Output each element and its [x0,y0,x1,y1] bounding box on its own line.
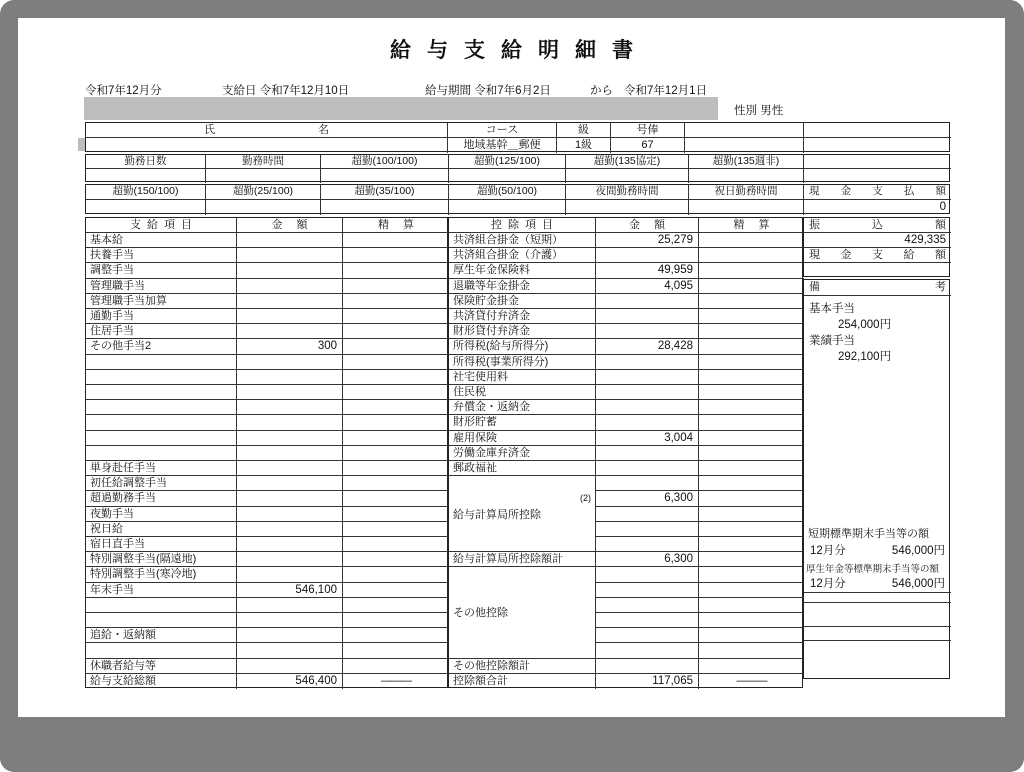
deduct-row-settle [699,567,804,582]
deduct-row-label: 社宅使用料 [449,370,596,385]
employee-value [86,138,448,153]
kara-label: から [590,85,613,97]
work-header [804,155,951,169]
deduct-row-amount [596,659,699,674]
employee-header: 級 [557,123,611,138]
deduct-row-amount [596,537,699,552]
deduct-row-amount [596,248,699,263]
deduct-row-amount: 3,004 [596,431,699,446]
work-value [449,200,566,215]
employee-header [685,123,804,138]
char: 氏 [204,124,215,136]
pay-row-settle [343,552,449,567]
deduct-row-amount [596,583,699,598]
work-header: 超勤(35/100) [321,185,449,200]
work-header: 夜間勤務時間 [566,185,689,200]
deduct-row-amount [596,567,699,582]
pay-row-label: 給与支給総額 [86,674,237,689]
deduct-row-settle [699,431,804,446]
pay-row-label: 調整手当 [86,263,237,278]
deduct-row-settle: ――― [736,674,767,687]
char: 金 [840,249,852,261]
pay-row-amount [237,263,343,278]
work-value [566,200,689,215]
deduct-row-settle [699,476,804,491]
pay-row-label [86,400,237,415]
char: 備 [809,281,820,293]
char: 現 [809,249,820,261]
pay-row-settle [343,431,449,446]
cash-pay-header [804,248,951,263]
pay-row-label: 年末手当 [86,583,237,598]
deduct-row-amount [596,415,699,430]
gender-label: 性別 男性 [734,105,784,117]
deduct-col-header: 金額 [596,218,699,233]
char: 名 [318,124,329,136]
deduct-row-amount: 6,300 [596,491,699,506]
remark-line: 292,100円 [838,351,892,363]
remarks-header [804,280,951,296]
pay-row-label: 基本給 [86,233,237,248]
char: 額 [935,219,946,231]
deduct-row-amount: 6,300 [596,552,699,567]
deduct-row-amount: 49,959 [596,263,699,278]
pay-row-amount [237,491,343,506]
remark-line: 254,000円 [838,319,892,331]
work-hours-table-1 [85,154,950,182]
pay-row-settle [343,522,449,537]
pay-row-label [86,446,237,461]
pay-row-amount: 546,100 [237,583,343,598]
pay-row-settle [343,659,449,674]
deduct-row-amount [596,461,699,476]
pay-row-settle [343,476,449,491]
pay-row-label: 住居手当 [86,324,237,339]
char: 支 [872,185,883,197]
deduct-row-amount [596,400,699,415]
work-header: 勤務日数 [86,155,206,169]
char: 金 [840,185,852,197]
work-hours-table-2 [85,184,950,214]
payments-table [85,217,448,688]
pay-row-settle [343,446,449,461]
deduct-row-settle [699,537,804,552]
employee-value: 67 [611,138,685,153]
pay-row-label: 特別調整手当(隔遠地) [86,552,237,567]
deduct-row-label: 保険貯金掛金 [449,294,596,309]
pay-row-amount [237,659,343,674]
deduct-row-label: 郵政福祉 [449,461,596,476]
bonus-row [804,542,951,558]
char: 支 [872,249,883,261]
work-header: 超勤(135週非) [689,155,804,169]
pay-row-settle [343,233,449,248]
deduct-row-settle [699,263,804,278]
redaction-bar-header [84,97,718,120]
pay-row-amount [237,309,343,324]
pay-row-settle [343,294,449,309]
pay-row-settle [343,537,449,552]
pay-row-settle [343,461,449,476]
deduct-row-settle [699,233,804,248]
work-header: 祝日勤務時間 [689,185,804,200]
deduct-row-amount [596,294,699,309]
work-value [86,169,206,183]
deduct-row-settle [699,446,804,461]
deduct-row-amount [596,476,699,491]
deduct-merged-label [449,476,596,552]
deduct-row-amount: 117,065 [596,674,699,689]
deduct-row-settle [699,659,804,674]
char: 額 [935,249,946,261]
deduct-row-amount [596,598,699,613]
month-label: 令和7年12月分 [85,85,162,97]
deduct-row-settle [699,598,804,613]
deduct-row-settle [699,385,804,400]
deduct-row-amount [596,309,699,324]
divider-line [804,626,951,627]
pay-row-label: 初任給調整手当 [86,476,237,491]
payslip-page [18,18,1005,717]
pay-row-settle [343,248,449,263]
pay-row-amount [237,643,343,658]
pay-row-settle [343,643,449,658]
pay-row-amount [237,476,343,491]
pay-row-amount [237,248,343,263]
pay-row-label [86,643,237,658]
deduct-row-label: 所得税(給与所得分) [449,339,596,354]
deduct-row-settle [699,491,804,506]
deduct-row-settle [699,552,804,567]
deduct-row-label: 弁償金・返納金 [449,400,596,415]
work-header: 超勤(150/100) [86,185,206,200]
bonus-row [804,575,951,591]
pay-row-label [86,355,237,370]
deduct-row-amount [596,370,699,385]
pay-row-label: 単身赴任手当 [86,461,237,476]
pay-row-amount [237,598,343,613]
value: 546,000円 [891,578,945,590]
deductions-table [448,217,803,688]
pay-row-settle [343,309,449,324]
bonus-title: 短期標準期末手当等の額 [808,528,929,540]
pay-row-settle [343,583,449,598]
pay-row-amount [237,446,343,461]
employee-value: 地域基幹＿郵便 [448,138,557,153]
employee-value [685,138,804,153]
pay-row-label [86,370,237,385]
remark-line: 業績手当 [809,335,855,347]
work-value [86,200,206,215]
work-value [321,169,449,183]
deduct-row-amount [596,507,699,522]
pay-row-amount [237,233,343,248]
work-header: 超勤(100/100) [321,155,449,169]
pay-row-label: 管理職手当 [86,279,237,294]
deduct-row-amount [596,522,699,537]
pay-row-amount [237,522,343,537]
pay-row-amount: 546,400 [237,674,343,689]
deduct-row-label: 厚生年金保険料 [449,263,596,278]
label: 12月分 [810,578,846,590]
deduct-row-settle [699,643,804,658]
deduct-merged-label [449,567,596,658]
pay-row-amount [237,370,343,385]
pay-row-amount [237,415,343,430]
pay-row-label: 特別調整手当(寒冷地) [86,567,237,582]
pay-row-label: 通勤手当 [86,309,237,324]
divider-line [804,640,951,641]
pay-row-amount [237,279,343,294]
work-header: 超勤(50/100) [449,185,566,200]
transfer-amount: 429,335 [804,233,951,248]
pay-row-settle [343,567,449,582]
deduct-row-amount: 28,428 [596,339,699,354]
pay-row-label [86,385,237,400]
pay-row-settle [343,400,449,415]
deduct-row-label: その他控除額計 [449,659,596,674]
work-value [206,169,321,183]
pay-period-label: 給与期間 令和7年6月2日 [425,85,551,97]
divider-line [804,592,951,593]
work-value [449,169,566,183]
deduct-row-amount [596,628,699,643]
pay-row-label: 休職者給与等 [86,659,237,674]
work-header: 勤務時間 [206,155,321,169]
deduct-row-settle [699,400,804,415]
transfer-header [804,218,951,233]
deduct-row-label: 共済組合掛金（介護） [449,248,596,263]
char: 額 [935,185,946,197]
pay-row-settle [343,263,449,278]
employee-header [804,123,951,138]
employee-header [86,123,448,138]
employee-value: 1級 [557,138,611,153]
period-end-label: 令和7年12月1日 [624,85,708,97]
deduct-row-label: 雇用保険 [449,431,596,446]
deduct-row-amount [596,324,699,339]
pay-row-settle [343,324,449,339]
pay-row-amount: 300 [237,339,343,354]
deduct-row-label: 所得税(事業所得分) [449,355,596,370]
deduct-row-settle [699,628,804,643]
work-header: 超勤(25/100) [206,185,321,200]
deduct-row-amount [596,446,699,461]
pay-row-amount [237,613,343,628]
deduct-row-settle [699,522,804,537]
pay-col-header: 精算 [343,218,449,233]
deduct-row-label: 財形貸付弁済金 [449,324,596,339]
pay-row-amount [237,294,343,309]
pay-row-settle [343,507,449,522]
char: 込 [872,219,883,231]
deduct-row-settle [699,309,804,324]
employee-header: コース [448,123,557,138]
work-header: 超勤(135協定) [566,155,689,169]
deduct-row-settle [699,355,804,370]
pay-row-label: 超過勤務手当 [86,491,237,506]
pay-row-amount [237,537,343,552]
work-value [689,169,804,183]
deduct-group-label: その他控除 [453,607,508,620]
pay-row-label: 追給・返納額 [86,628,237,643]
remark-line: 基本手当 [809,303,855,315]
cash-pay-amount [804,263,951,278]
pay-row-settle [343,491,449,506]
deduct-row-amount: 25,279 [596,233,699,248]
work-value [206,200,321,215]
deduct-row-amount [596,613,699,628]
pay-row-settle [343,613,449,628]
pay-row-settle [343,628,449,643]
pay-row-label: 扶養手当 [86,248,237,263]
deduct-row-amount [596,385,699,400]
work-value [804,169,951,183]
pay-row-amount [237,507,343,522]
deduct-row-settle [699,613,804,628]
pay-row-settle [343,385,449,400]
pay-row-label [86,415,237,430]
page-title: 給与支給明細書 [390,39,649,62]
pay-date-label: 支給日 令和7年12月10日 [222,85,350,97]
employee-header: 号俸 [611,123,685,138]
deduct-row-settle [699,415,804,430]
pay-row-settle [343,339,449,354]
deduct-row-label: 共済組合掛金（短期） [449,233,596,248]
pay-col-header: 支給項目 [86,218,237,233]
pay-row-amount [237,385,343,400]
pay-row-settle [343,279,449,294]
deduct-row-settle [699,279,804,294]
pay-row-amount [237,628,343,643]
pay-col-header: 金額 [237,218,343,233]
char: 振 [809,219,820,231]
deduct-row-settle [699,294,804,309]
deduct-row-settle [699,370,804,385]
deduct-row-settle [699,339,804,354]
pay-row-settle [343,370,449,385]
deduct-row-label: 控除額合計 [449,674,596,689]
employee-value [804,138,951,153]
deduct-row-amount [596,355,699,370]
deduct-group-label: 給与計算局所控除 [453,508,541,521]
pay-row-settle: ――― [381,674,411,687]
deduct-row-label: 財形貯蓄 [449,415,596,430]
work-header [804,185,951,200]
pay-row-label: その他手当2 [86,339,237,354]
deduct-row-label: 住民税 [449,385,596,400]
deduct-col-header: 控除項目 [449,218,596,233]
pay-row-amount [237,431,343,446]
deduct-row-label: 退職等年金掛金 [449,279,596,294]
deduct-row-settle [699,507,804,522]
label: 12月分 [810,545,846,557]
deduct-row-settle [699,583,804,598]
value: 546,000円 [891,545,945,557]
work-value [321,200,449,215]
remarks-box [803,279,950,679]
deduct-col-header: 精算 [699,218,804,233]
pay-row-label: 夜勤手当 [86,507,237,522]
pay-row-amount [237,324,343,339]
char: 給 [903,249,915,261]
pay-row-amount [237,355,343,370]
work-value: 0 [939,201,946,213]
pay-row-label: 管理職手当加算 [86,294,237,309]
employee-table [85,122,950,152]
pay-row-amount [237,400,343,415]
deduct-row-settle [699,324,804,339]
pay-row-settle [343,598,449,613]
deduct-row-label: 給与計算局所控除額計 [449,552,596,567]
work-header: 超勤(125/100) [449,155,566,169]
pay-row-amount [237,567,343,582]
pay-row-amount [237,461,343,476]
bonus-title-small: 厚生年金等標準期末手当等の額 [806,564,940,575]
divider-line [804,602,951,603]
transfer-amount-box [803,217,950,277]
work-value [566,169,689,183]
pay-row-amount [237,552,343,567]
pay-row-label: 宿日直手当 [86,537,237,552]
deduct-note: (2) [580,493,591,504]
char: 現 [809,185,820,197]
pay-row-label [86,613,237,628]
deduct-row-amount: 4,095 [596,279,699,294]
deduct-row-settle [699,248,804,263]
char: 払 [903,185,915,197]
pay-row-label: 祝日給 [86,522,237,537]
char: 考 [935,281,946,293]
deduct-row-label: 共済貸付弁済金 [449,309,596,324]
pay-row-label [86,431,237,446]
work-value [689,200,804,215]
deduct-row-label: 労働金庫弁済金 [449,446,596,461]
pay-row-settle [343,415,449,430]
pay-row-settle [343,355,449,370]
deduct-row-amount [596,643,699,658]
deduct-row-settle [699,461,804,476]
pay-row-label [86,598,237,613]
